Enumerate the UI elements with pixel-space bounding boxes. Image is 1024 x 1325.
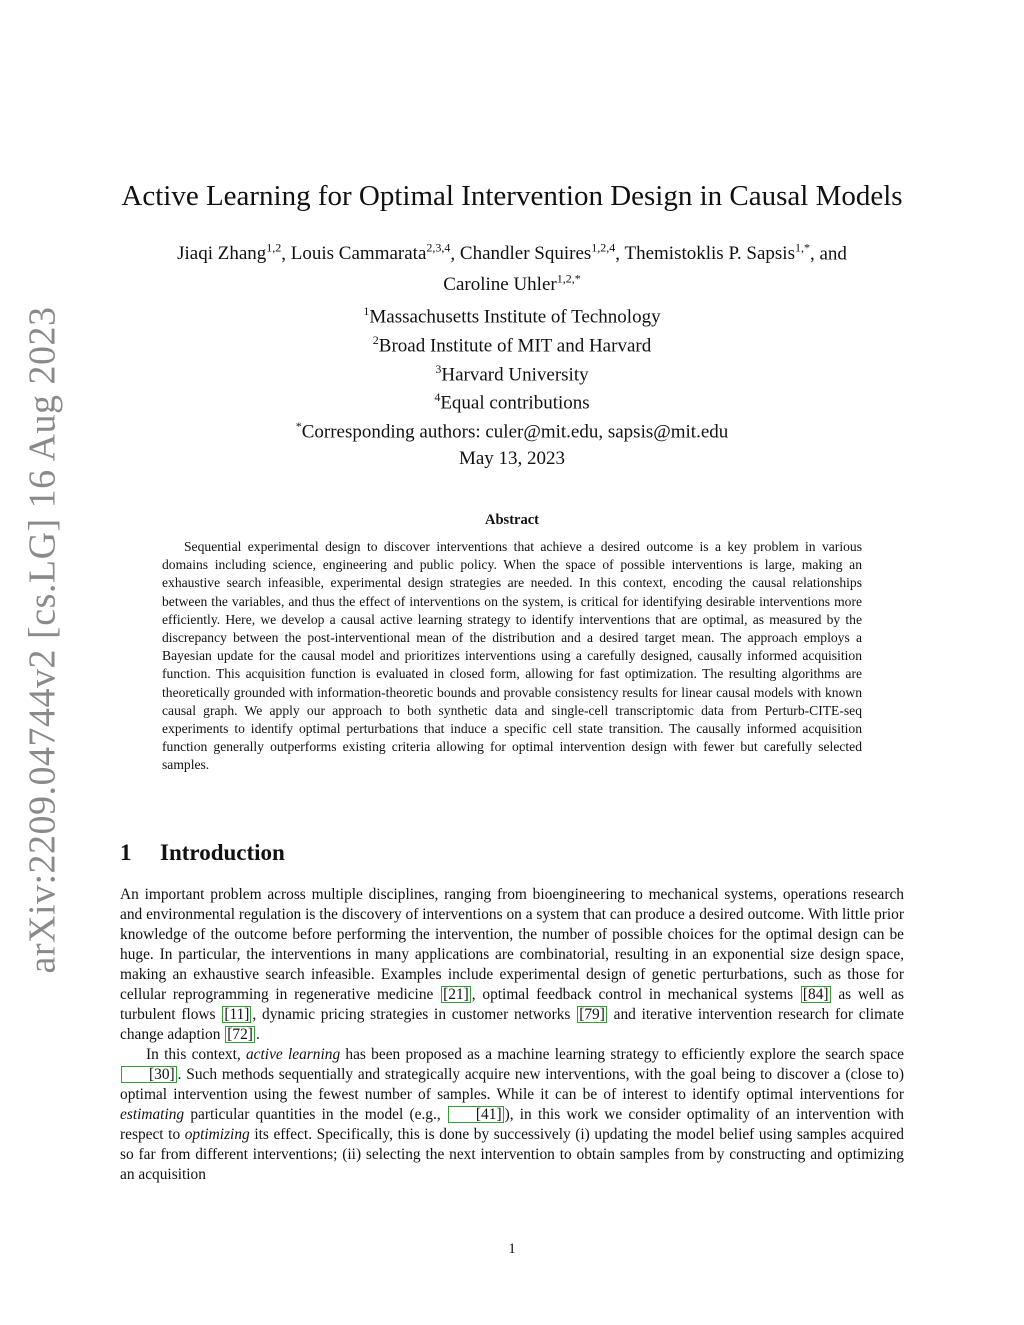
- author-name: Themistoklis P. Sapsis: [624, 243, 795, 265]
- text-run: particular quantities in the model (e.g.,: [184, 1106, 447, 1123]
- author: [177, 243, 281, 264]
- author-separator: ,: [281, 243, 291, 265]
- affiliation: [0, 329, 1024, 358]
- section-number: 1: [120, 840, 132, 865]
- section-title: Introduction: [160, 840, 285, 865]
- corresponding-authors: [0, 415, 1024, 444]
- affiliation-mark: *: [295, 419, 302, 434]
- author-affiliation-mark: 2,3,4: [426, 241, 451, 255]
- author-affiliation-mark: 1,2,*: [556, 271, 581, 286]
- text-run: and iterative intervention research for climate change adaption: [120, 1006, 905, 1043]
- arxiv-identifier-text: arXiv:2209.04744v2 [cs.LG] 16 Aug 2023: [22, 306, 65, 974]
- author-separator: ,: [615, 243, 625, 265]
- text-run: as well as turbulent flows: [120, 986, 904, 1023]
- affiliation-mark: 3: [435, 361, 442, 376]
- emphasis: active learning: [245, 1046, 341, 1063]
- text-run: An important problem across multiple disciplines, ranging from bioengineering to mechanical systems, operations research and environmental regulation is the discovery of interventions on a system that can produce a desired outcome. With little prior knowledge of the outcome before performing the intervention, the number of possible choices for the optimal design can be huge. In particular, the interventions in many applications are combinatorial, resulting in an exponential size design space, making an exhaustive search infeasible. Examples include experimental design of genetic perturbations, such as those for cellular reprogramming in regenerative medicine: [120, 886, 904, 1003]
- author-name: Jiaqi Zhang: [177, 243, 267, 265]
- citation-link[interactable]: [79]: [579, 1006, 605, 1023]
- section-body: [120, 885, 904, 1185]
- citation-link[interactable]: [41]: [448, 1106, 504, 1123]
- author-affiliation-mark: 1,2,4: [591, 241, 616, 255]
- author-name: Louis Cammarata: [290, 243, 427, 265]
- author-list: [100, 236, 924, 297]
- affiliation-mark: 1: [363, 304, 370, 318]
- affiliation-text: Broad Institute of MIT and Harvard: [378, 335, 652, 357]
- text-run: . Such methods sequentially and strategically acquire new interventions, with the goal being to discover a (close to) optimal intervention using the fewest number of samples. While it can be of interest to identify optimal interventions for: [120, 1066, 904, 1103]
- citation-link[interactable]: [11]: [224, 1006, 250, 1023]
- abstract-heading: Abstract: [485, 512, 539, 528]
- text-run: has been proposed as a machine learning strategy to efficiently explore the search space: [340, 1046, 905, 1063]
- affiliation-mark: 2: [372, 332, 379, 347]
- author: [624, 243, 810, 264]
- affiliation-mark: 4: [434, 390, 441, 405]
- citation-link[interactable]: [72]: [227, 1026, 253, 1043]
- corresponding-authors-text: Corresponding authors: culer@mit.edu, sapsis@mit.edu: [301, 421, 729, 443]
- emphasis: estimating: [120, 1106, 185, 1123]
- affiliation-text: Massachusetts Institute of Technology: [369, 306, 661, 328]
- citation-link[interactable]: [21]: [443, 986, 469, 1003]
- author-separator: ,: [450, 243, 460, 265]
- affiliation-text: Equal contributions: [440, 392, 590, 414]
- author-affiliation-mark: 1,*: [794, 241, 810, 255]
- author-separator: , and: [809, 243, 847, 265]
- text-run: its effect. Specifically, this is done by successively (i) updating the model belief using samples acquired so far from different interventions; (ii) selecting the next intervention to obtain samples from by constructing and optimizing an acquisition: [120, 1126, 904, 1183]
- paragraph: [120, 1045, 904, 1185]
- text-run: , optimal feedback control in mechanical systems: [471, 986, 800, 1003]
- publication-date: May 13, 2023: [458, 448, 566, 469]
- paper-title: Active Learning for Optimal Intervention Design in Causal Models: [121, 180, 903, 212]
- text-run: .: [255, 1026, 260, 1043]
- affiliation: [0, 358, 1024, 387]
- text-run: In this context,: [146, 1046, 246, 1063]
- affiliation: [0, 300, 1024, 329]
- paragraph: [120, 885, 904, 1045]
- author: [443, 271, 581, 295]
- author-affiliation-mark: 1,2: [266, 241, 282, 255]
- citation-link[interactable]: [84]: [802, 986, 829, 1003]
- author-name: Caroline Uhler: [443, 273, 557, 295]
- citation-link[interactable]: [30]: [121, 1066, 177, 1083]
- affiliation-list: [0, 300, 1024, 444]
- affiliation-text: Harvard University: [441, 363, 589, 385]
- text-run: , dynamic pricing strategies in customer networks: [252, 1006, 577, 1023]
- text-run: ), in this work we consider optimality of an intervention with respect to: [120, 1106, 905, 1143]
- author: [291, 243, 451, 264]
- abstract-text: Sequential experimental design to discover interventions that achieve a desired outcome is a key problem in various domains including science, engineering and public policy. When the space of possible interventions is large, making an exhaustive search infeasible, experimental design strategies are needed. In this context, encoding the causal relationships between the variables, and thus the effect of interventions on the system, is critical for identifying desirable interventions more efficiently. Here, we develop a causal active learning strategy to identify interventions that are optimal, as measured by the discrepancy between the post-interventional mean of the distribution and a desired target mean. The approach employs a Bayesian update for the causal model and prioritizes interventions using a carefully designed, causally informed acquisition function. This acquisition function is evaluated in closed form, allowing for fast optimization. The resulting algorithms are theoretically grounded with information-theoretic bounds and provable consistency results for linear causal models with known causal graph. We apply our approach to both synthetic data and single-cell transcriptomic data from Perturb-CITE-seq experiments to identify optimal perturbations that induce a specific cell state transition. The causally informed acquisition function generally outperforms existing criteria allowing for optimal intervention design with fewer but carefully selected samples.: [162, 539, 862, 773]
- affiliation: [0, 386, 1024, 415]
- author: [460, 243, 615, 264]
- page-number: 1: [508, 1241, 516, 1257]
- author-name: Chandler Squires: [459, 243, 592, 265]
- emphasis: optimizing: [184, 1126, 250, 1143]
- section-heading: [120, 840, 285, 866]
